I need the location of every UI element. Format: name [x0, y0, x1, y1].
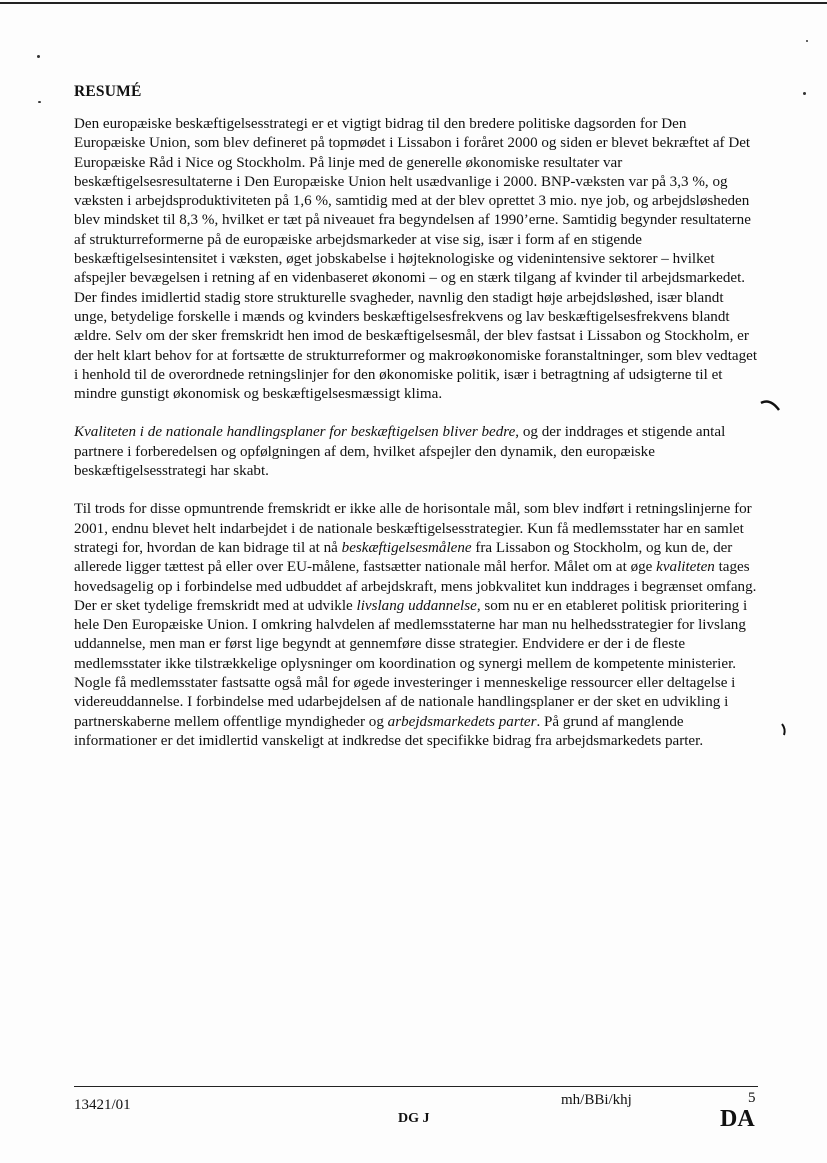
document-number: 13421/01	[74, 1097, 131, 1113]
language-code: DA	[720, 1106, 755, 1132]
paragraph-3-text-d: , som nu er en etableret politisk prioritering i hele Den Europæiske Union. I omkring halvdelen af medlemsstaterne har man nu helhedsstrategier for livslang uddannelse, men man er først lige begyndt at gennemføre disse strategier. Endvidere er der i de fleste medlemsstater ikke tilstrækkelige oplysninger om koordination og synergi mellem de kompetente ministerier. Nogle få medlemsstater fastsatte også mål for øgede investeringer i menneskelige ressourcer eller deltagelse i videreuddannelse. I forbindelse med udarbejdelsen af de nationale handlingsplaner er der sket en udvikling i partnerskaberne mellem offentlige myndigheder og	[74, 597, 748, 730]
top-border-line	[0, 2, 827, 4]
margin-hook-mark	[760, 398, 782, 414]
paragraph-3-italic-3: livslang uddannelse	[356, 597, 477, 614]
scan-speck	[37, 55, 40, 58]
scan-speck	[38, 101, 41, 103]
paragraph-2-text: , og der inddrages et stigende antal partnere i forberedelsen og opfølgningen af dem, hvilket afspejler den dynamik, den europæiske beskæftigelsesstrategi har skabt.	[74, 424, 726, 480]
directorate-label: DG J	[398, 1111, 430, 1126]
paragraph-1: Den europæiske beskæftigelsesstrategi er et vigtigt bidrag til den bredere politiske dagsorden for Den Europæiske Union, som blev defineret på topmødet i Lissabon i foråret 2000 og siden er blevet bekræftet af Det Europæiske Råd i Nice og Stockholm. På linje med de generelle økonomiske resultater var beskæftigelsesresultaterne i Den Europæiske Union helt usædvanlige i 2000. BNP-væksten var på 3,3 %, og væksten i arbejdsproduktiviteten på 1,6 %, samtidig med at der blev oprettet 3 mio. nye job, og arbejdsløsheden blev mindsket til 8,3 %, hvilket er tæt på niveauet fra begyndelsen af 1990’erne. Samtidig begynder resultaterne af strukturreformerne på de europæiske arbejdsmarkeder at vise sig, især i form af en stigende beskæftigelsesintensitet i væksten, øget jobskabelse i højteknologiske og videnintensive sektorer – hvilket afspejler bevægelsen i retning af en videnbaseret økonomi – og en stærk tilgang af kvinder til arbejdsmarkedet. Der findes imidlertid stadig store strukturelle svagheder, navnlig den stadigt høje arbejdsløshed, især blandt unge, betydelige forskelle i mænds og kvinders beskæftigelsesfrekvens og lav beskæftigelsesfrekvens blandt ældre. Selv om der sker fremskridt hen imod de beskæftigelsesmål, der blev fastsat i Lissabon og Stockholm, er der helt klart behov for at fortsætte de strukturreformer og makroøkonomiske foranstaltninger, som blev vedtaget i henhold til de overordnede retningslinjer for den økonomiske politik, især i betragtning af udsigterne til et mindre gunstigt økonomisk og beskæftigelsesmæssigt klima.	[74, 116, 758, 403]
margin-tick-mark	[780, 723, 788, 737]
paragraph-3-italic-2: kvaliteten	[656, 559, 715, 576]
scan-speck	[806, 40, 808, 42]
author-initials: mh/BBi/khj	[561, 1092, 632, 1108]
paragraph-3-text-e: . På grund af manglende informationer er det imidlertid vanskeligt at indkredse det specifikke bidrag fra arbejdsmarkedets parter.	[74, 713, 704, 749]
paragraph-2	[74, 423, 758, 481]
scan-speck	[803, 92, 806, 95]
paragraph-3-text-a: Til trods for disse opmuntrende fremskridt er ikke alle de horisontale mål, som blev indført i retningslinjerne for 2001, endnu blevet helt indarbejdet i de nationale beskæftigelsesstrategier. Kun få medlemsstater har en samlet strategi for, hvordan de kan bidrage til at nå	[74, 501, 752, 556]
paragraph-3-text-c: tages hovedsagelig op i forbindelse med udbuddet af arbejdskraft, mens jobkvalitet kun inddrages i begrænset omfang. Der er sket tydelige fremskridt med at udvikle	[74, 559, 757, 614]
section-heading: RESUMÉ	[74, 83, 142, 100]
paragraph-3-text-b: fra Lissabon og Stockholm, og kun de, der allerede ligger tættest på eller over EU-målene, fastsætter nationale mål herfor. Målet om at øge	[74, 539, 733, 576]
document-body	[74, 83, 758, 770]
paragraph-3	[74, 500, 758, 751]
page-number: 5	[748, 1090, 756, 1106]
paragraph-3-italic-1: beskæftigelsesmålene	[341, 539, 472, 556]
footer-rule	[74, 1086, 758, 1087]
paragraph-3-italic-4: arbejdsmarkedets parter	[387, 713, 537, 730]
paragraph-2-italic: Kvaliteten i de nationale handlingsplaner for beskæftigelsen bliver bedre	[74, 424, 516, 441]
